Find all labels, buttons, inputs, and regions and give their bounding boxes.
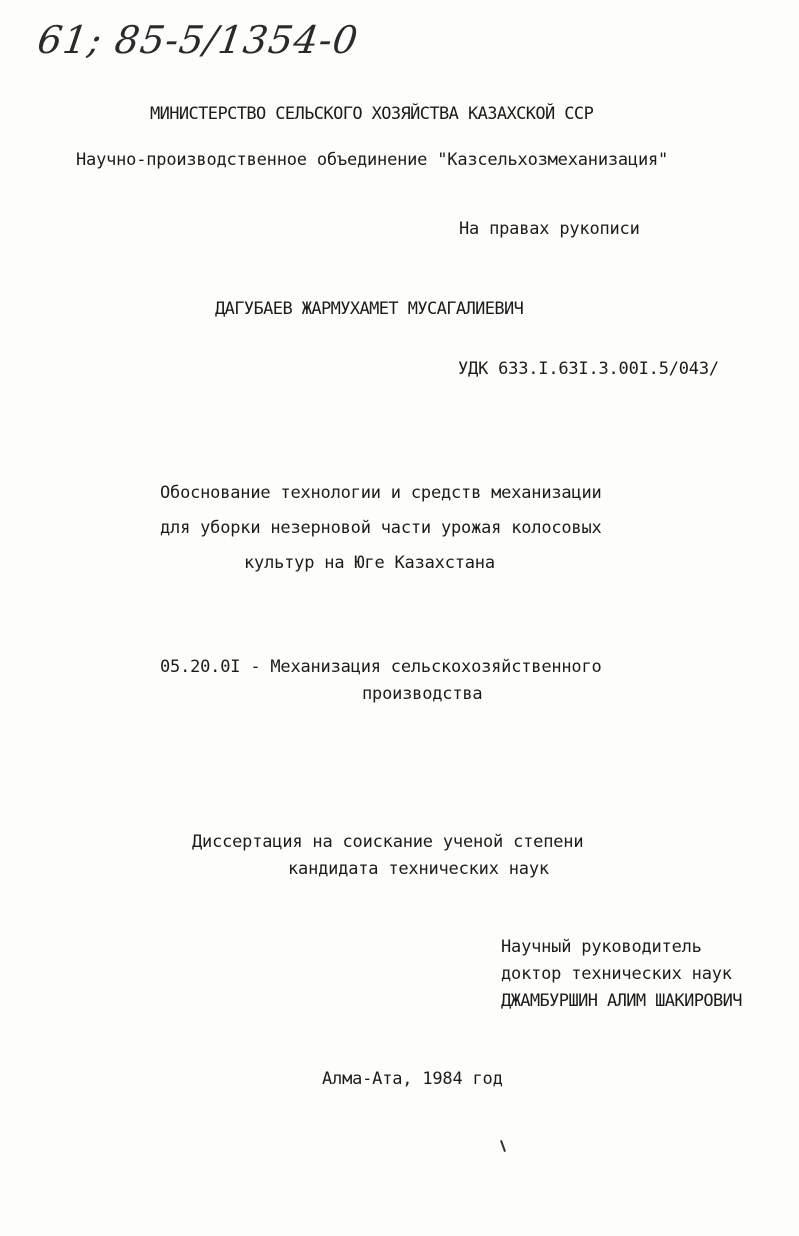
specialty-line-1: 05.20.0I - Механизация сельскохозяйственного [160,657,602,677]
place-year: Алма-Ата, 1984 год [322,1069,503,1089]
udc-code: УДК 633.I.63I.3.00I.5/043/ [458,359,719,379]
degree-line-2: кандидата технических наук [288,859,549,879]
author-name: ДАГУБАЕВ ЖАРМУХАМЕТ МУСАГАЛИЕВИЧ [215,299,524,319]
supervisor-name: ДЖАМБУРШИН АЛИМ ШАКИРОВИЧ [501,991,742,1011]
title-line-3: культур на Юге Казахстана [244,553,495,573]
stray-pen-mark [500,1140,506,1152]
manuscript-note: На правах рукописи [459,219,640,239]
degree-line-1: Диссертация на соискание ученой степени [192,832,584,852]
handwritten-archive-number: 61; 85-5/1354-0 [34,18,362,62]
supervisor-label: Научный руководитель [501,937,702,957]
organization-name: Научно-производственное объединение "Казсельхозмеханизация" [76,150,669,170]
supervisor-degree: доктор технических наук [501,964,732,984]
specialty-line-2: производства [362,684,483,704]
title-line-1: Обоснование технологии и средств механизации [160,483,602,503]
title-line-2: для уборки незерновой части урожая колосовых [160,518,602,538]
ministry-heading: МИНИСТЕРСТВО СЕЛЬСКОГО ХОЗЯЙСТВА КАЗАХСКОЙ ССР [150,104,594,124]
